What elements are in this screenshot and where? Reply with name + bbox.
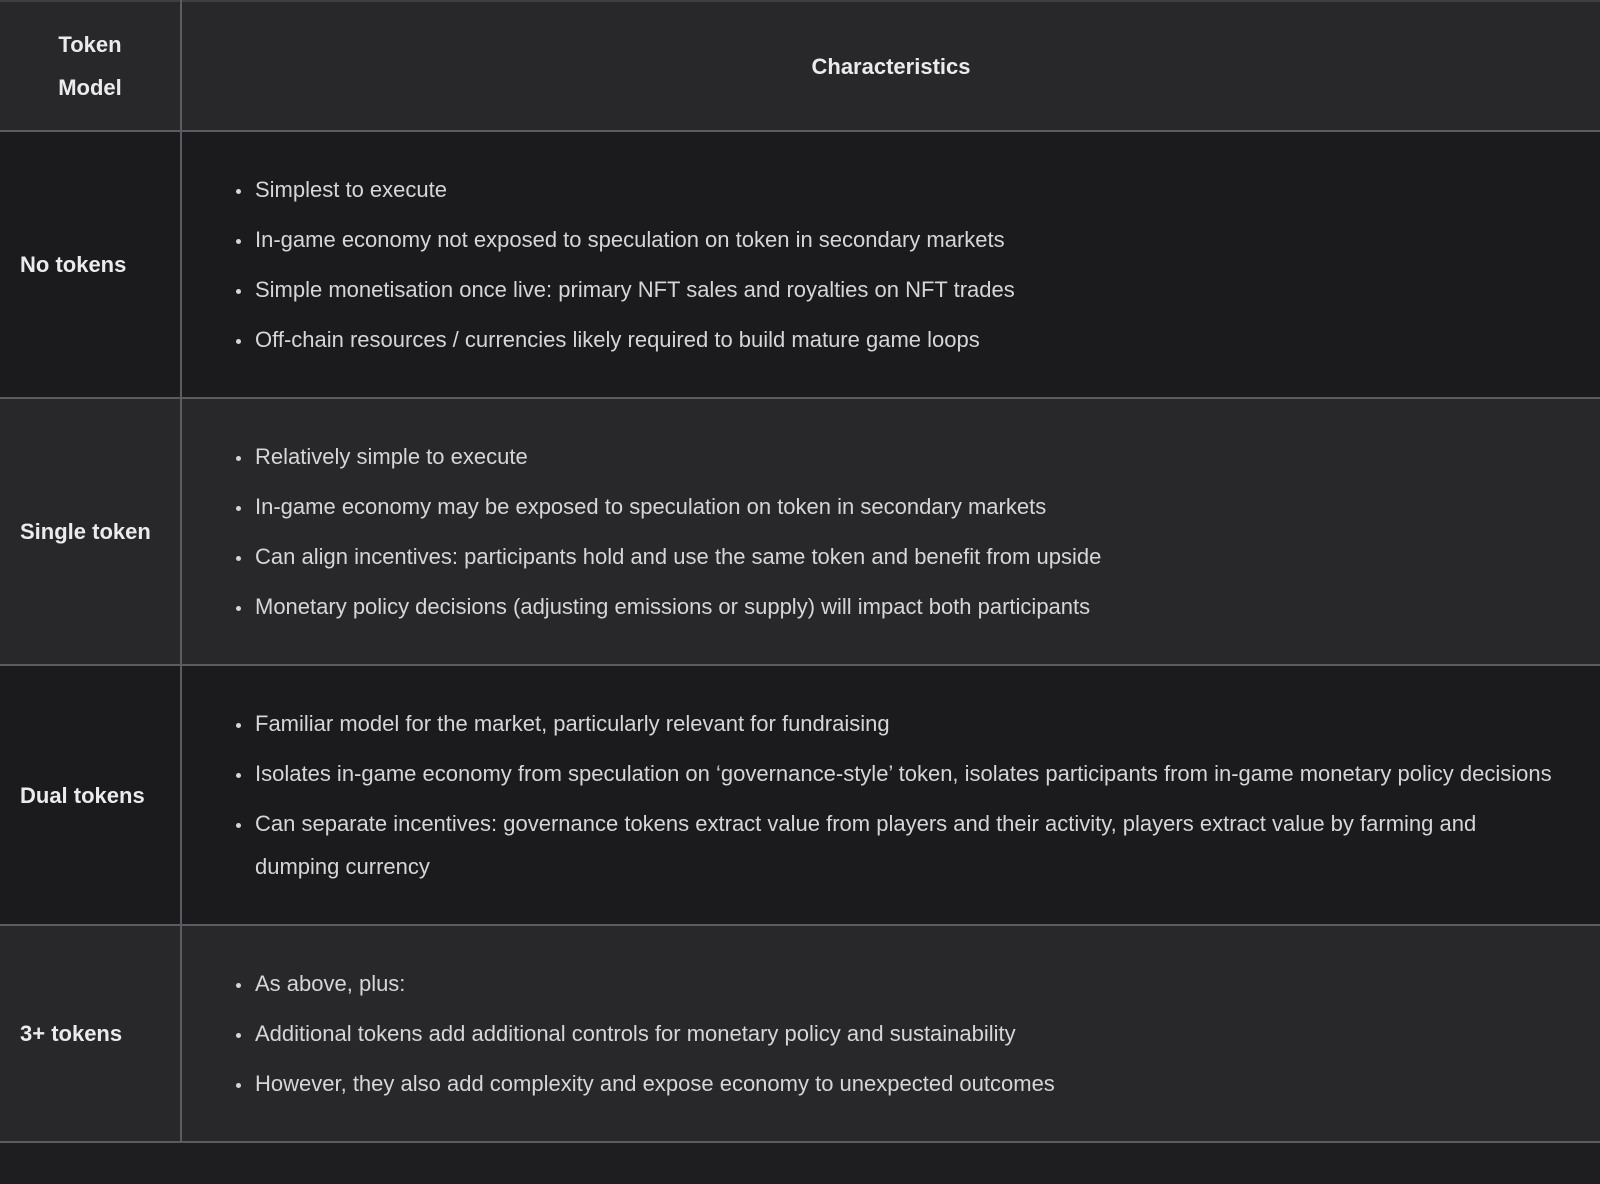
- bullet-item: • However, they also add complexity and expose economy to unexpected outcomes: [253, 1062, 1552, 1105]
- table-row-single-token: [0, 398, 1600, 665]
- bullet-item: • As above, plus:: [253, 962, 1552, 1005]
- column-header-characteristics: Characteristics: [181, 1, 1600, 131]
- characteristics-cell: [181, 398, 1600, 665]
- column-header-token-model: Token Model: [0, 1, 181, 131]
- bullet-item: • Additional tokens add additional controls for monetary policy and sustainability: [253, 1012, 1552, 1055]
- bullet-list: [206, 702, 1552, 888]
- bullet-item: • Monetary policy decisions (adjusting emissions or supply) will impact both participants: [253, 585, 1552, 628]
- bullet-item: • Isolates in-game economy from speculation on ‘governance-style’ token, isolates participants from in-game monetary policy decisions: [253, 752, 1552, 795]
- table-row-3plus-tokens: [0, 925, 1600, 1142]
- bullet-item: • Relatively simple to execute: [253, 435, 1552, 478]
- bullet-item: • Off-chain resources / currencies likely required to build mature game loops: [253, 318, 1552, 361]
- characteristics-cell: [181, 131, 1600, 398]
- bullet-item: • In-game economy not exposed to speculation on token in secondary markets: [253, 218, 1552, 261]
- table-row-dual-tokens: [0, 665, 1600, 925]
- bullet-list: [206, 962, 1552, 1105]
- row-label-single-token: Single token: [0, 398, 181, 665]
- characteristics-cell: [181, 925, 1600, 1142]
- bullet-item: • In-game economy may be exposed to speculation on token in secondary markets: [253, 485, 1552, 528]
- characteristics-cell: [181, 665, 1600, 925]
- row-label-dual-tokens: Dual tokens: [0, 665, 181, 925]
- table-header-row: [0, 1, 1600, 131]
- bullet-item: • Simple monetisation once live: primary NFT sales and royalties on NFT trades: [253, 268, 1552, 311]
- bullet-item: • Familiar model for the market, particularly relevant for fundraising: [253, 702, 1552, 745]
- row-label-3plus-tokens: 3+ tokens: [0, 925, 181, 1142]
- bullet-list: [206, 435, 1552, 628]
- bullet-item: • Can align incentives: participants hold and use the same token and benefit from upside: [253, 535, 1552, 578]
- bullet-item: • Simplest to execute: [253, 168, 1552, 211]
- bullet-list: [206, 168, 1552, 361]
- row-label-no-tokens: No tokens: [0, 131, 181, 398]
- table-row-no-tokens: [0, 131, 1600, 398]
- bullet-item: • Can separate incentives: governance tokens extract value from players and their activity, players extract value by farming and dumping currency: [253, 802, 1552, 888]
